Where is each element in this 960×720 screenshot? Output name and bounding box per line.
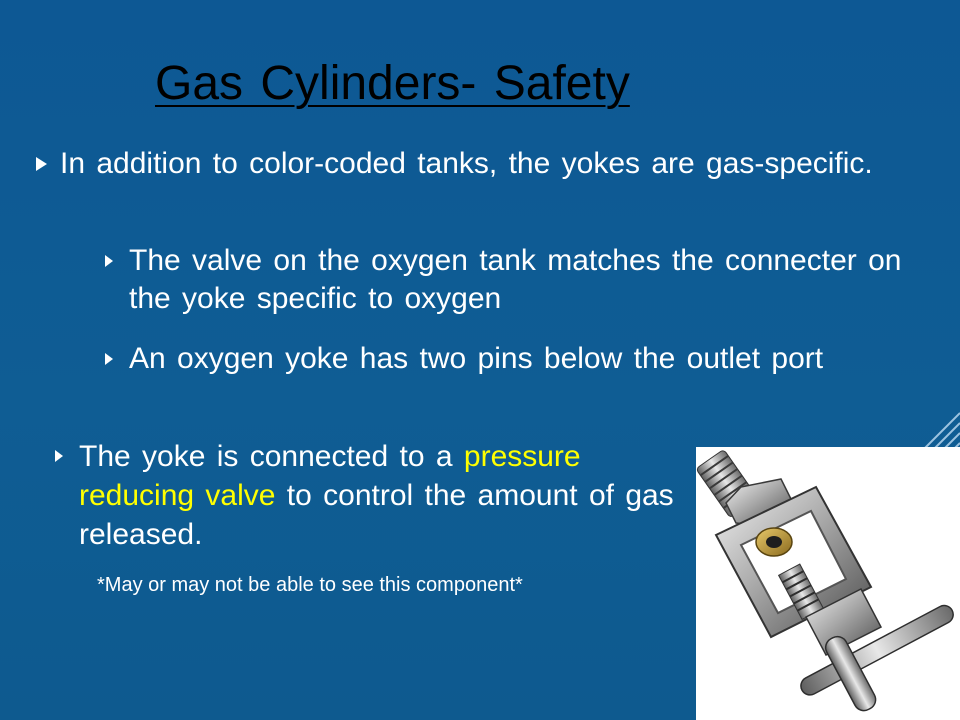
bullet-arrow-icon bbox=[55, 450, 63, 462]
bullet-text: An oxygen yoke has two pins below the outlet port bbox=[129, 342, 824, 375]
bullet-text: In addition to color-coded tanks, the yokes are gas-specific. bbox=[60, 147, 873, 180]
bullet-arrow-icon bbox=[36, 157, 47, 171]
bullet-text-end: to control the amount of gas released. bbox=[79, 479, 674, 551]
yoke-illustration bbox=[696, 447, 960, 720]
bullet-item bbox=[32, 145, 932, 183]
footnote: *May or may not be able to see this component* bbox=[97, 574, 523, 596]
bullet-arrow-icon bbox=[105, 255, 113, 267]
highlighted-term: pressure reducing valve bbox=[79, 440, 581, 512]
bullet-text-start: The yoke is connected to a bbox=[79, 440, 464, 473]
bullet-text: The valve on the oxygen tank matches the connecter on the yoke specific to oxygen bbox=[129, 244, 902, 315]
slide-title: Gas Cylinders- Safety bbox=[155, 57, 630, 110]
bullet-item bbox=[79, 437, 679, 554]
bullet-arrow-icon bbox=[105, 353, 113, 365]
sub-bullet-item bbox=[129, 340, 919, 378]
sub-bullet-item bbox=[129, 242, 919, 318]
yoke-photo bbox=[696, 447, 960, 720]
